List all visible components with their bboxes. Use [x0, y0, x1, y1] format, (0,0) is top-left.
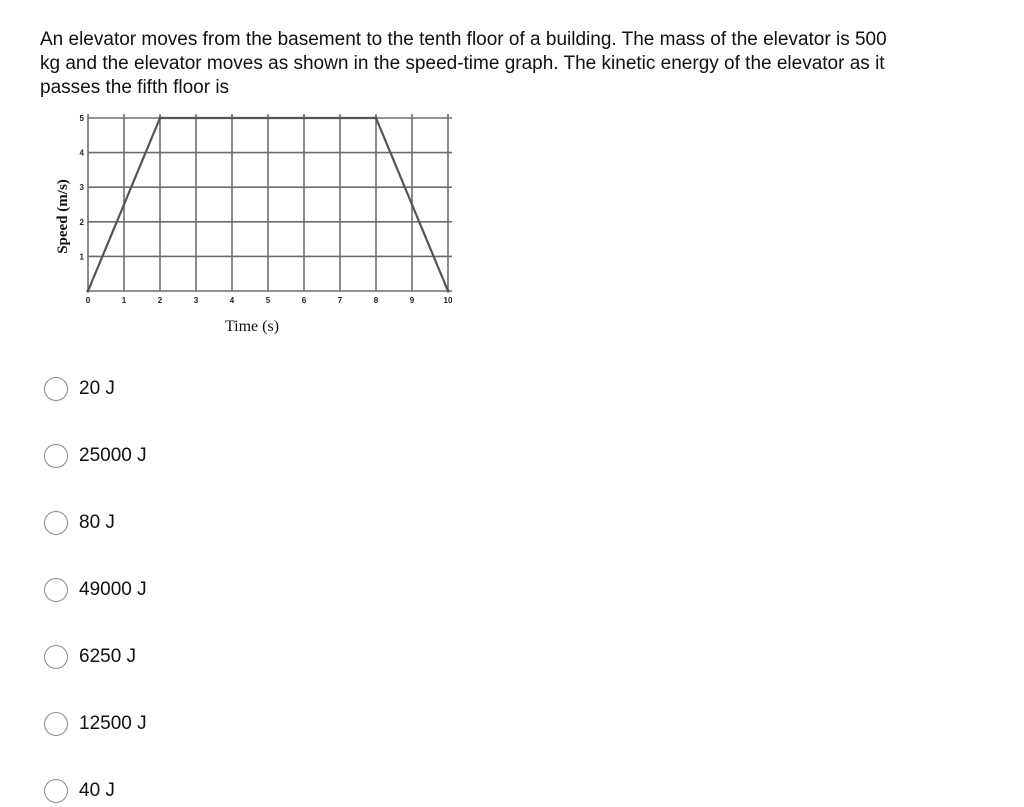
data-point [374, 116, 377, 119]
y-tick-label: 5 [79, 114, 84, 123]
radio-button[interactable] [44, 645, 68, 669]
x-tick-label: 8 [373, 296, 379, 305]
x-tick-label: 1 [121, 296, 127, 305]
answer-option[interactable] [44, 574, 147, 606]
answer-option[interactable] [44, 373, 115, 405]
data-point [446, 289, 449, 292]
radio-button[interactable] [44, 578, 68, 602]
option-label: 80 J [79, 512, 115, 533]
radio-button[interactable] [44, 712, 68, 736]
y-axis-label: Speed (m/s) [55, 179, 71, 254]
answer-option[interactable] [44, 708, 147, 740]
radio-button[interactable] [44, 444, 68, 468]
x-tick-label: 7 [337, 296, 343, 305]
answer-option[interactable] [44, 775, 115, 807]
option-label: 49000 J [79, 579, 147, 600]
y-tick-label: 4 [79, 148, 84, 158]
radio-button[interactable] [44, 377, 68, 401]
x-tick-label: 10 [443, 296, 453, 305]
x-tick-label: 9 [409, 296, 415, 305]
radio-button[interactable] [44, 511, 68, 535]
option-label: 25000 J [79, 445, 147, 466]
question-text: An elevator moves from the basement to the tenth floor of a building. The mass of the elevator is 500 kg and the elevator moves as shown in the speed-time graph. The kinetic energy of the elevator as it passes the fifth floor is [40, 29, 887, 98]
answer-option[interactable] [44, 507, 115, 539]
x-tick-label: 0 [85, 296, 91, 305]
y-tick-label: 2 [79, 217, 84, 227]
speed-time-chart [50, 108, 470, 343]
answer-option[interactable] [44, 641, 136, 673]
y-tick-label: 3 [79, 183, 84, 193]
x-tick-label: 4 [229, 296, 235, 305]
x-tick-label: 6 [301, 296, 307, 305]
x-tick-label: 3 [193, 296, 199, 305]
speed-time-graph [50, 108, 470, 343]
data-point [86, 289, 89, 292]
answer-option[interactable] [44, 440, 147, 472]
option-label: 6250 J [79, 646, 137, 667]
radio-button[interactable] [44, 779, 68, 803]
x-tick-label: 5 [265, 296, 271, 305]
x-tick-label: 2 [157, 296, 163, 305]
option-label: 20 J [79, 378, 115, 399]
data-point [158, 116, 161, 119]
option-label: 12500 J [79, 713, 147, 734]
y-tick-label: 1 [79, 252, 84, 262]
x-axis-label: Time (s) [224, 318, 280, 335]
option-label: 40 J [79, 780, 115, 801]
